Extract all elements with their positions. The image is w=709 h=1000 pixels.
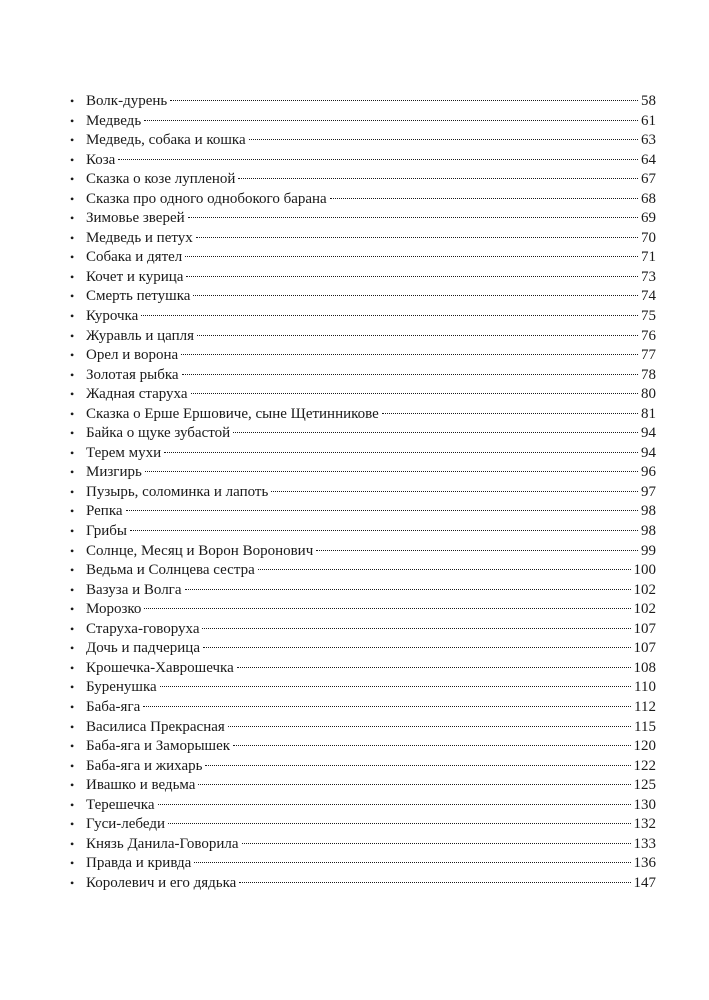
toc-entry-page-number: 102 (633, 581, 656, 598)
table-of-contents (70, 92, 660, 893)
toc-entry-title: Кочет и курица (86, 268, 184, 285)
dot-leader (198, 784, 630, 785)
toc-entry[interactable] (70, 600, 660, 620)
dot-leader (382, 413, 638, 414)
bullet-icon: • (70, 758, 75, 773)
dot-leader (160, 686, 631, 687)
dot-leader (249, 139, 638, 140)
toc-entry-page-number: 122 (633, 757, 656, 774)
toc-entry[interactable] (70, 678, 660, 698)
toc-entry[interactable] (70, 209, 660, 229)
toc-entry[interactable] (70, 248, 660, 268)
toc-entry-page-number: 133 (633, 835, 656, 852)
toc-entry-page-number: 94 (641, 444, 656, 461)
bullet-icon: • (70, 699, 75, 714)
bullet-icon: • (70, 660, 75, 675)
toc-entry-title: Солнце, Месяц и Ворон Воронович (86, 542, 314, 559)
toc-entry-page-number: 132 (633, 816, 656, 833)
toc-entry-title: Смерть петушка (86, 288, 191, 305)
dot-leader (118, 159, 638, 160)
dot-leader (228, 726, 631, 727)
dot-leader (205, 765, 630, 766)
toc-entry[interactable] (70, 307, 660, 327)
toc-entry-page-number: 73 (641, 268, 656, 285)
dot-leader (242, 843, 631, 844)
bullet-icon: • (70, 875, 75, 890)
toc-entry[interactable] (70, 737, 660, 757)
dot-leader (181, 354, 638, 355)
dot-leader (271, 491, 638, 492)
toc-entry-title: Байка о щуке зубастой (86, 425, 231, 442)
toc-entry-title: Сказка про одного однобокого барана (86, 190, 327, 207)
bullet-icon: • (70, 836, 75, 851)
bullet-icon: • (70, 250, 75, 265)
bullet-icon: • (70, 367, 75, 382)
toc-entry[interactable] (70, 190, 660, 210)
dot-leader (233, 745, 630, 746)
toc-entry-page-number: 80 (641, 386, 656, 403)
toc-entry[interactable] (70, 483, 660, 503)
toc-entry-title: Собака и дятел (86, 249, 183, 266)
toc-entry-page-number: 98 (641, 503, 656, 520)
bullet-icon: • (70, 348, 75, 363)
toc-entry-title: Грибы (86, 523, 127, 540)
toc-entry[interactable] (70, 463, 660, 483)
dot-leader (168, 823, 631, 824)
toc-entry-page-number: 107 (633, 640, 656, 657)
bullet-icon: • (70, 778, 75, 793)
toc-entry-title: Баба-яга и Заморышек (86, 738, 231, 755)
toc-entry-page-number: 96 (641, 464, 656, 481)
toc-entry-title: Репка (86, 503, 123, 520)
toc-entry-page-number: 112 (634, 698, 656, 715)
toc-entry[interactable] (70, 151, 660, 171)
bullet-icon: • (70, 133, 75, 148)
bullet-icon: • (70, 328, 75, 343)
toc-entry-title: Баба-яга и жихарь (86, 757, 203, 774)
toc-entry[interactable] (70, 815, 660, 835)
toc-entry-page-number: 76 (641, 327, 656, 344)
toc-entry-title: Медведь и петух (86, 229, 193, 246)
dot-leader (194, 862, 630, 863)
toc-entry-page-number: 110 (634, 679, 656, 696)
toc-entry-title: Терешечка (86, 796, 155, 813)
toc-entry-title: Морозко (86, 601, 142, 618)
toc-entry-title: Ивашко и ведьма (86, 777, 196, 794)
toc-entry-page-number: 71 (641, 249, 656, 266)
toc-entry[interactable] (70, 639, 660, 659)
dot-leader (141, 315, 638, 316)
dot-leader (144, 608, 630, 609)
dot-leader (239, 882, 630, 883)
toc-entry[interactable] (70, 424, 660, 444)
dot-leader (238, 178, 638, 179)
toc-entry[interactable] (70, 444, 660, 464)
toc-entry-title: Князь Данила-Говорила (86, 835, 239, 852)
bullet-icon: • (70, 191, 75, 206)
bullet-icon: • (70, 563, 75, 578)
toc-entry[interactable] (70, 112, 660, 132)
dot-leader (316, 550, 638, 551)
toc-entry-title: Коза (86, 151, 116, 168)
dot-leader (182, 374, 638, 375)
toc-entry[interactable] (70, 718, 660, 738)
bullet-icon: • (70, 582, 75, 597)
toc-entry-title: Буренушка (86, 679, 157, 696)
toc-entry-page-number: 68 (641, 190, 656, 207)
bullet-icon: • (70, 680, 75, 695)
toc-entry[interactable] (70, 796, 660, 816)
toc-entry[interactable] (70, 874, 660, 894)
bullet-icon: • (70, 387, 75, 402)
toc-entry-page-number: 97 (641, 483, 656, 500)
toc-entry[interactable] (70, 502, 660, 522)
toc-entry[interactable] (70, 561, 660, 581)
dot-leader (197, 335, 638, 336)
toc-entry-page-number: 107 (633, 620, 656, 637)
toc-entry-title: Гуси-лебеди (86, 816, 165, 833)
dot-leader (237, 667, 631, 668)
bullet-icon: • (70, 406, 75, 421)
toc-entry[interactable] (70, 854, 660, 874)
toc-entry[interactable] (70, 698, 660, 718)
bullet-icon: • (70, 465, 75, 480)
toc-entry-page-number: 130 (633, 796, 656, 813)
toc-entry-title: Зимовье зверей (86, 210, 185, 227)
toc-entry-page-number: 63 (641, 132, 656, 149)
dot-leader (145, 471, 638, 472)
dot-leader (158, 804, 631, 805)
toc-entry-title: Сказка о Ерше Ершовиче, сыне Щетинникове (86, 405, 379, 422)
dot-leader (203, 647, 631, 648)
toc-entry[interactable] (70, 268, 660, 288)
bullet-icon: • (70, 504, 75, 519)
bullet-icon: • (70, 445, 75, 460)
toc-entry[interactable] (70, 542, 660, 562)
dot-leader (144, 120, 638, 121)
toc-entry-page-number: 75 (641, 308, 656, 325)
toc-entry-title: Королевич и его дядька (86, 874, 237, 891)
toc-entry-page-number: 125 (633, 777, 656, 794)
bullet-icon: • (70, 309, 75, 324)
dot-leader (202, 628, 630, 629)
dot-leader (233, 432, 638, 433)
toc-entry-title: Баба-яга (86, 698, 141, 715)
bullet-icon: • (70, 524, 75, 539)
bullet-icon: • (70, 739, 75, 754)
toc-entry-title: Курочка (86, 308, 139, 325)
bullet-icon: • (70, 152, 75, 167)
toc-entry-title: Медведь, собака и кошка (86, 132, 246, 149)
toc-entry-page-number: 147 (633, 874, 656, 891)
toc-entry-title: Журавль и цапля (86, 327, 195, 344)
bullet-icon: • (70, 484, 75, 499)
toc-entry[interactable] (70, 757, 660, 777)
toc-entry-page-number: 94 (641, 425, 656, 442)
toc-entry[interactable] (70, 835, 660, 855)
toc-entry-page-number: 102 (633, 601, 656, 618)
toc-entry-title: Пузырь, соломинка и лапоть (86, 483, 269, 500)
dot-leader (164, 452, 638, 453)
toc-entry-page-number: 58 (641, 93, 656, 109)
toc-entry-page-number: 64 (641, 151, 656, 168)
toc-entry-title: Дочь и падчерица (86, 640, 200, 657)
toc-entry-page-number: 74 (641, 288, 656, 305)
dot-leader (130, 530, 638, 531)
toc-entry-page-number: 69 (641, 210, 656, 227)
dot-leader (185, 256, 638, 257)
toc-entry-title: Правда и кривда (86, 855, 192, 872)
toc-entry-page-number: 99 (641, 542, 656, 559)
bullet-icon: • (70, 94, 75, 108)
toc-entry-page-number: 100 (633, 562, 656, 579)
bullet-icon: • (70, 797, 75, 812)
toc-entry[interactable] (70, 405, 660, 425)
toc-entry[interactable] (70, 131, 660, 151)
toc-entry-title: Жадная старуха (86, 386, 188, 403)
toc-entry[interactable] (70, 522, 660, 542)
toc-entry[interactable] (70, 776, 660, 796)
bullet-icon: • (70, 211, 75, 226)
bullet-icon: • (70, 289, 75, 304)
toc-entry[interactable] (70, 287, 660, 307)
toc-entry-title: Вазуза и Волга (86, 581, 182, 598)
bullet-icon: • (70, 543, 75, 558)
toc-entry-title: Терем мухи (86, 444, 162, 461)
toc-entry-page-number: 67 (641, 171, 656, 188)
bullet-icon: • (70, 172, 75, 187)
dot-leader (186, 276, 638, 277)
toc-entry-title: Орел и ворона (86, 347, 179, 364)
dot-leader (330, 198, 638, 199)
bullet-icon: • (70, 269, 75, 284)
toc-entry-title: Крошечка-Хаврошечка (86, 659, 234, 676)
toc-entry-title: Василиса Прекрасная (86, 718, 225, 735)
toc-entry-page-number: 77 (641, 347, 656, 364)
bullet-icon: • (70, 856, 75, 871)
toc-entry-page-number: 81 (641, 405, 656, 422)
toc-entry-title: Ведьма и Солнцева сестра (86, 562, 255, 579)
toc-entry-page-number: 98 (641, 523, 656, 540)
toc-entry-title: Волк-дурень (86, 93, 168, 109)
toc-entry-title: Медведь (86, 112, 142, 129)
toc-entry-page-number: 108 (633, 659, 656, 676)
toc-entry-title: Золотая рыбка (86, 366, 179, 383)
toc-entry[interactable] (70, 385, 660, 405)
dot-leader (258, 569, 631, 570)
bullet-icon: • (70, 621, 75, 636)
dot-leader (170, 100, 638, 101)
dot-leader (143, 706, 631, 707)
toc-entry-page-number: 136 (633, 855, 656, 872)
toc-entry-title: Старуха-говоруха (86, 620, 200, 637)
toc-entry[interactable] (70, 581, 660, 601)
bullet-icon: • (70, 426, 75, 441)
toc-entry[interactable] (70, 366, 660, 386)
toc-entry[interactable] (70, 92, 660, 112)
dot-leader (126, 510, 638, 511)
bullet-icon: • (70, 817, 75, 832)
toc-entry-page-number: 78 (641, 366, 656, 383)
bullet-icon: • (70, 719, 75, 734)
bullet-icon: • (70, 641, 75, 656)
toc-entry[interactable] (70, 620, 660, 640)
toc-entry[interactable] (70, 170, 660, 190)
toc-entry[interactable] (70, 229, 660, 249)
toc-entry-title: Сказка о козе лупленой (86, 171, 236, 188)
toc-entry[interactable] (70, 659, 660, 679)
bullet-icon: • (70, 230, 75, 245)
dot-leader (185, 589, 631, 590)
toc-entry-page-number: 61 (641, 112, 656, 129)
toc-entry-title: Мизгирь (86, 464, 142, 481)
dot-leader (188, 217, 638, 218)
toc-entry-page-number: 70 (641, 229, 656, 246)
toc-entry[interactable] (70, 346, 660, 366)
dot-leader (196, 237, 638, 238)
bullet-icon: • (70, 113, 75, 128)
toc-entry-page-number: 120 (633, 738, 656, 755)
toc-entry-page-number: 115 (634, 718, 656, 735)
dot-leader (191, 393, 638, 394)
toc-entry[interactable] (70, 327, 660, 347)
bullet-icon: • (70, 602, 75, 617)
dot-leader (193, 295, 638, 296)
